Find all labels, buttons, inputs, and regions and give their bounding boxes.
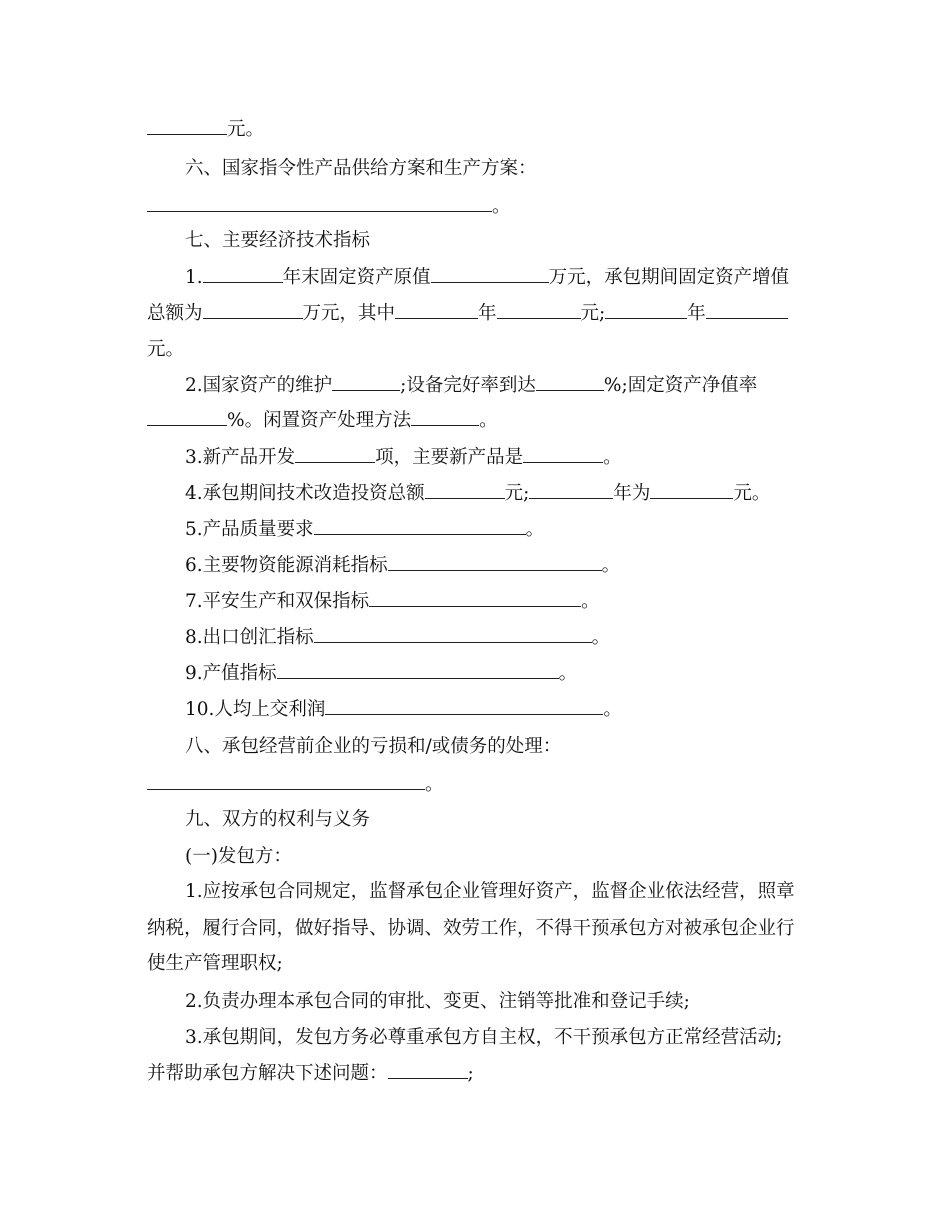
line-text: 。 bbox=[525, 519, 545, 540]
text-line bbox=[0, 367, 950, 405]
line-text: 2.国家资产的维护 bbox=[185, 375, 333, 396]
fill-blank[interactable] bbox=[277, 656, 559, 679]
line-text: 元。 bbox=[733, 483, 771, 504]
line-text: 3.承包期间，发包方务必尊重承包方自主权，不干预承包方正常经营活动; bbox=[185, 1027, 783, 1048]
fill-blank[interactable] bbox=[605, 296, 687, 319]
text-line bbox=[0, 910, 950, 948]
fill-blank[interactable] bbox=[395, 296, 478, 319]
fill-blank[interactable] bbox=[147, 403, 227, 426]
line-text: 使生产管理职权; bbox=[147, 953, 283, 974]
fill-blank[interactable] bbox=[314, 620, 592, 643]
text-line bbox=[0, 439, 950, 477]
line-text: 九、双方的权利与义务 bbox=[185, 809, 371, 830]
fill-blank[interactable] bbox=[425, 476, 505, 499]
line-text: 6.主要物资能源消耗指标 bbox=[185, 555, 388, 576]
line-text: 元。 bbox=[227, 119, 265, 140]
text-line bbox=[0, 766, 950, 804]
fill-blank[interactable] bbox=[431, 260, 549, 283]
line-text: 七、主要经济技术指标 bbox=[185, 230, 371, 251]
section-heading-6 bbox=[0, 150, 950, 188]
section-heading-7 bbox=[0, 222, 950, 260]
text-line bbox=[0, 655, 950, 693]
line-text: 。 bbox=[425, 774, 444, 795]
section-heading-8 bbox=[0, 728, 950, 766]
fill-blank[interactable] bbox=[203, 296, 303, 319]
section-heading-9 bbox=[0, 801, 950, 839]
fill-blank[interactable] bbox=[650, 476, 733, 499]
fill-blank[interactable] bbox=[497, 296, 581, 319]
fill-blank[interactable] bbox=[147, 767, 425, 790]
line-text: 。 bbox=[591, 627, 611, 648]
line-text: ; bbox=[467, 1063, 474, 1084]
line-text: 。 bbox=[601, 555, 621, 576]
text-line bbox=[0, 619, 950, 657]
line-text: 万元，承包期间固定资产增值 bbox=[548, 267, 790, 288]
text-line bbox=[0, 259, 950, 297]
line-text: 2.负责办理本承包合同的审批、变更、注销等批准和登记手续; bbox=[185, 991, 690, 1012]
line-text: 3.新产品开发 bbox=[185, 447, 296, 468]
line-text: 八、承包经营前企业的亏损和/或债务的处理： bbox=[185, 736, 562, 757]
line-text: 。 bbox=[479, 410, 498, 431]
fill-blank[interactable] bbox=[295, 440, 375, 463]
line-text: 10.人均上交利润 bbox=[185, 699, 326, 720]
line-text: 。 bbox=[558, 663, 578, 684]
text-line bbox=[0, 945, 950, 983]
fill-blank[interactable] bbox=[314, 512, 526, 535]
fill-blank[interactable] bbox=[411, 403, 479, 426]
line-text: 项，主要新产品是 bbox=[375, 447, 524, 468]
fill-blank[interactable] bbox=[369, 584, 581, 607]
line-text: 。 bbox=[492, 196, 511, 217]
line-text: 年为 bbox=[613, 483, 651, 504]
line-text: %;固定资产净值率 bbox=[603, 375, 758, 396]
line-text: 纳税，履行合同，做好指导、协调、效劳工作，不得干预承包方对被承包企业行 bbox=[147, 918, 795, 939]
line-text: 1. bbox=[185, 267, 203, 288]
text-line bbox=[0, 983, 950, 1021]
fill-blank[interactable] bbox=[325, 692, 603, 715]
line-text: 。 bbox=[581, 591, 600, 612]
line-text: 元; bbox=[580, 303, 606, 324]
subsection-heading bbox=[0, 838, 950, 876]
line-text: 4.承包期间技术改造投资总额 bbox=[185, 483, 425, 504]
line-text: 总额为 bbox=[147, 303, 203, 324]
text-line bbox=[0, 111, 950, 149]
text-line bbox=[0, 547, 950, 585]
line-text: 元。 bbox=[147, 339, 185, 360]
line-text: 9.产值指标 bbox=[185, 663, 277, 684]
line-text: 年 bbox=[478, 303, 497, 324]
text-line bbox=[0, 402, 950, 440]
line-text: 1.应按承包合同规定，监督承包企业管理好资产，监督企业依法经营，照章 bbox=[185, 881, 795, 902]
text-line bbox=[0, 1019, 950, 1057]
text-line bbox=[0, 475, 950, 513]
fill-blank[interactable] bbox=[147, 189, 492, 212]
line-text: 元; bbox=[504, 483, 530, 504]
line-text: 年 bbox=[687, 303, 706, 324]
line-text: 六、国家指令性产品供给方案和生产方案： bbox=[185, 158, 537, 179]
line-text: 5.产品质量要求 bbox=[185, 519, 314, 540]
text-line bbox=[0, 188, 950, 226]
fill-blank[interactable] bbox=[529, 476, 613, 499]
text-line bbox=[0, 1055, 950, 1093]
fill-blank[interactable] bbox=[203, 260, 283, 283]
line-text: 并帮助承包方解决下述问题： bbox=[147, 1063, 388, 1084]
line-text: %。闲置资产处理方法 bbox=[227, 410, 412, 431]
text-line bbox=[0, 511, 950, 549]
text-line bbox=[0, 583, 950, 621]
fill-blank[interactable] bbox=[332, 368, 400, 391]
line-text: 8.出口创汇指标 bbox=[185, 627, 314, 648]
line-text: 。 bbox=[603, 699, 622, 720]
text-line bbox=[0, 691, 950, 729]
fill-blank[interactable] bbox=[706, 296, 788, 319]
line-text: 万元，其中 bbox=[302, 303, 396, 324]
line-text: ;设备完好率到达 bbox=[400, 375, 536, 396]
line-text: (一)发包方： bbox=[185, 846, 292, 867]
fill-blank[interactable] bbox=[147, 112, 227, 135]
fill-blank[interactable] bbox=[388, 1056, 468, 1079]
line-text: 7.平安生产和双保指标 bbox=[185, 591, 370, 612]
text-line bbox=[0, 295, 950, 333]
fill-blank[interactable] bbox=[523, 440, 603, 463]
line-text: 年末固定资产原值 bbox=[282, 267, 431, 288]
line-text: 。 bbox=[603, 447, 622, 468]
text-line bbox=[0, 331, 950, 369]
fill-blank[interactable] bbox=[536, 368, 604, 391]
fill-blank[interactable] bbox=[388, 548, 602, 571]
text-line bbox=[0, 873, 950, 911]
